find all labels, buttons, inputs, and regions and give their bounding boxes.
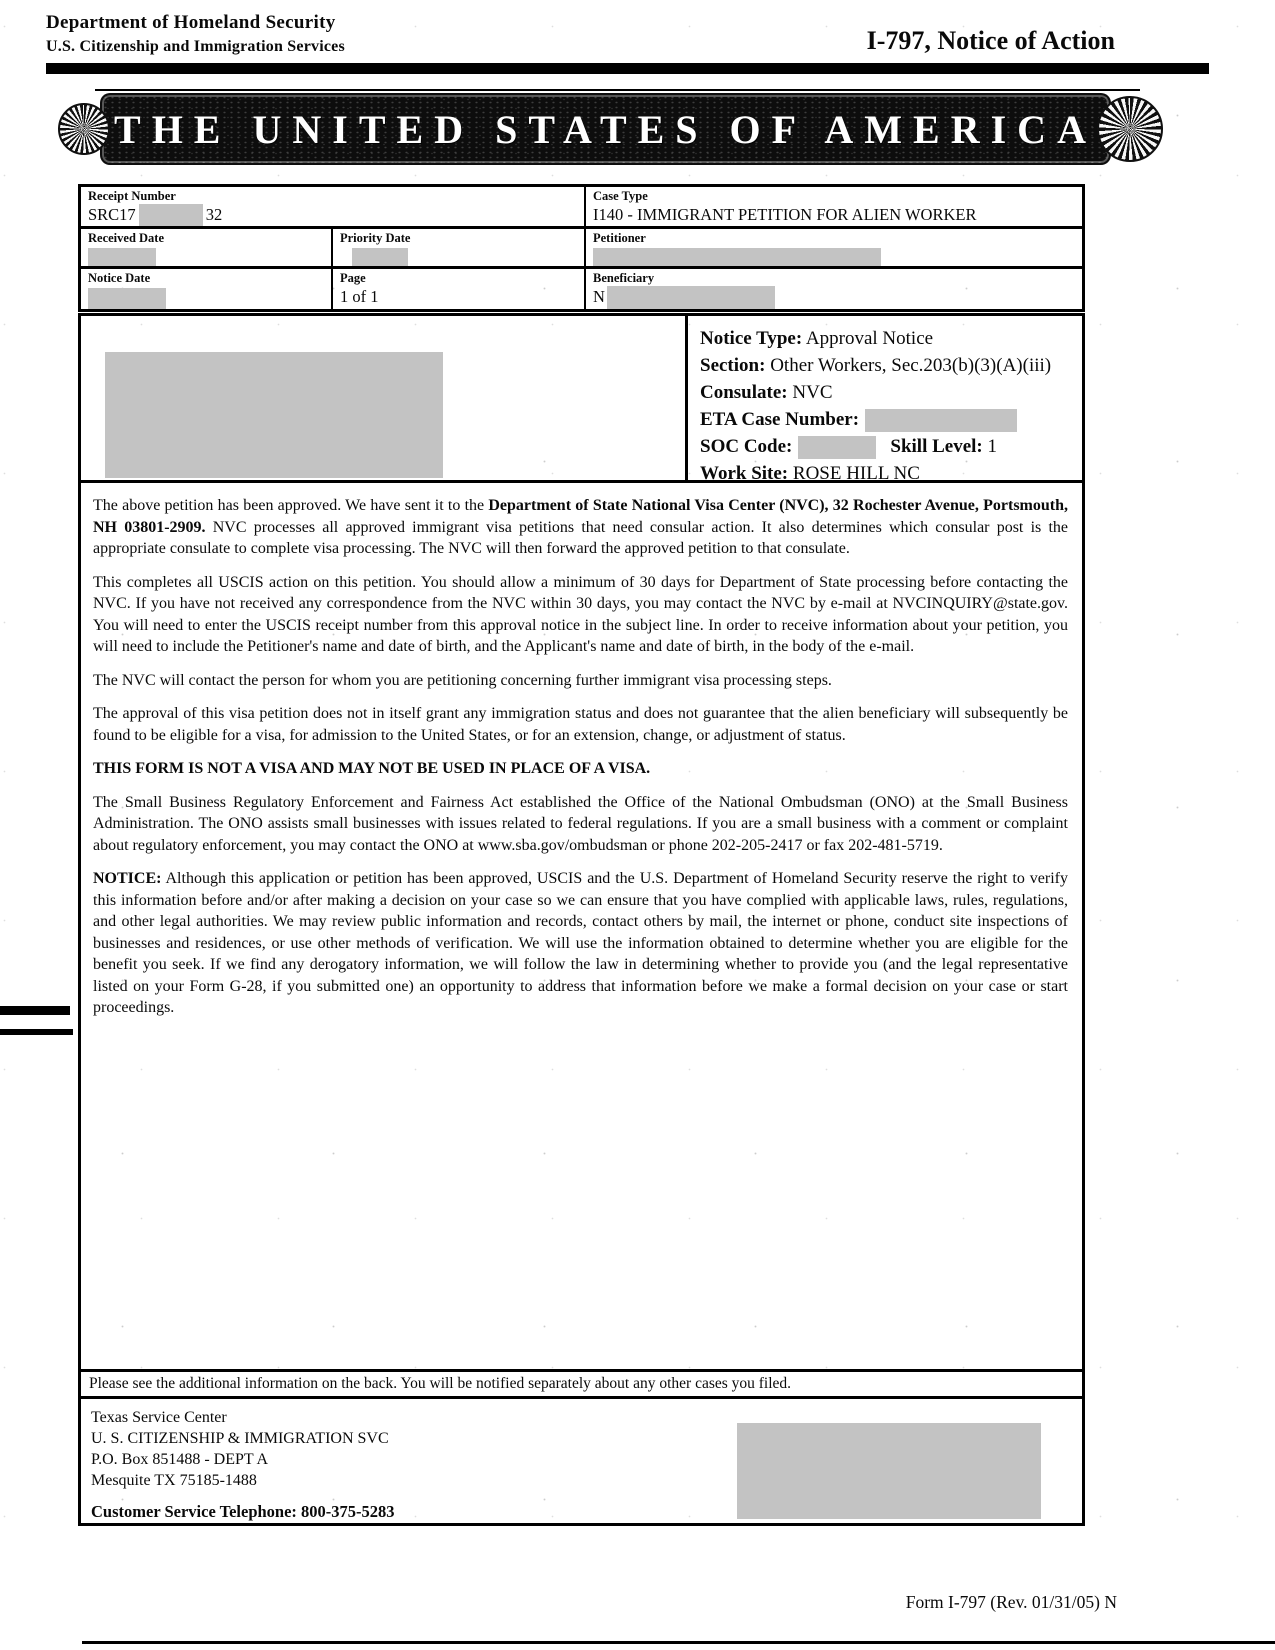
- section-label: Section:: [700, 355, 766, 376]
- paragraph-uscis-action: This completes all USCIS action on this petition. You should allow a minimum of 30 days for Department of State processing before contacting the NVC. If you have not received any correspondence from the NVC within 30 days, you may contact the NVC by e-mail at NVCINQUIRY@state.gov. You will need to enter the USCIS receipt number from this approval notice in the subject line. In order to receive information about your petition, you will need to include the Petitioner's name and date of birth, and the Applicant's name and date of birth, in the body of the e-mail.: [93, 573, 1068, 655]
- table-row: [81, 269, 1082, 309]
- case-type-value: I140 - IMMIGRANT PETITION FOR ALIEN WORKER: [593, 205, 977, 224]
- work-site-line: [700, 460, 1082, 480]
- notice-date-cell: [81, 269, 333, 309]
- petitioner-label: Petitioner: [593, 231, 646, 245]
- scan-registration-mark: [0, 1029, 73, 1035]
- paragraph-text: The above petition has been approved. We have sent it to the: [93, 497, 489, 514]
- eta-case-number-label: ETA Case Number:: [700, 409, 860, 430]
- nvc-address-bold: Department of State National Visa Center (NVC), 32 Rochester Avenue, Portsmouth, NH 03801-2909.: [93, 497, 1069, 536]
- paragraph-approval: [93, 495, 1068, 560]
- service-center-footer: [78, 1396, 1085, 1526]
- receipt-number-prefix: SRC17: [88, 205, 136, 224]
- rosette-ornament-icon: [58, 103, 110, 155]
- notice-details: [685, 316, 1082, 480]
- mailing-address-area: [81, 316, 685, 480]
- service-center-name: Texas Service Center: [91, 1409, 227, 1426]
- page-label: Page: [340, 271, 366, 285]
- petitioner-cell: [586, 229, 1082, 266]
- soc-code-line: [700, 433, 1082, 460]
- beneficiary-label: Beneficiary: [593, 271, 655, 285]
- service-center-pobox: P.O. Box 851488 - DEPT A: [91, 1451, 269, 1468]
- banner-top-rule: [95, 89, 1140, 91]
- case-type-cell: [586, 187, 1082, 226]
- banner-bar: [102, 95, 1109, 163]
- receipt-number-label: Receipt Number: [88, 189, 176, 203]
- skill-level-label: Skill Level:: [890, 436, 983, 457]
- notice-summary-box: [78, 313, 1085, 483]
- paragraph-not-a-visa: [93, 758, 1068, 780]
- work-site-value: ROSE HILL NC: [792, 463, 920, 480]
- agency-header: [46, 12, 345, 56]
- notice-bold-label: NOTICE:: [93, 870, 162, 887]
- notice-date-label: Notice Date: [88, 271, 151, 285]
- redacted-received-date: [88, 248, 156, 266]
- soc-code-label: SOC Code:: [700, 436, 793, 457]
- section-line: [700, 352, 1082, 379]
- additional-info-strip: [78, 1369, 1085, 1399]
- paragraph-text: Although this application or petition has been approved, USCIS and the U.S. Department of Homeland Security reserve the right to verify this information before and/or after making a decision on your case so we can ensure that you have complied with applicable laws, rules, regulations, and other legal authorities. We may review public information and records, contact others by mail, the internet or phone, conduct site inspections of businesses and residences, or use other methods of verification. We will use the information obtained to determine whether you are eligible for the benefit you seek. If we find any derogatory information, we will follow the law in determining whether to provide you (and the legal representative listed on your Form G-28, if you submitted one) an opportunity to address that information before we make a formal decision on your case or start proceedings.: [93, 870, 1068, 1016]
- receipt-number-value: [88, 205, 222, 224]
- redacted-receipt-number: [139, 204, 203, 226]
- beneficiary-cell: [586, 269, 1082, 309]
- form-title: I-797, Notice of Action: [866, 26, 1115, 55]
- redacted-eta-case-number: [865, 409, 1017, 432]
- scan-registration-mark: [0, 1006, 70, 1015]
- work-site-label: Work Site:: [700, 463, 789, 480]
- receipt-number-suffix: 32: [205, 205, 223, 224]
- notice-type-label: Notice Type:: [700, 328, 803, 349]
- redacted-notice-date: [88, 288, 166, 309]
- banner-text: THE UNITED STATES OF AMERICA: [114, 106, 1097, 152]
- consulate-line: [700, 379, 1082, 406]
- redacted-mailing-address: [105, 352, 443, 478]
- receipt-number-cell: [81, 187, 586, 226]
- redacted-petitioner: [593, 248, 881, 266]
- header-rule: [46, 63, 1209, 74]
- page-value: 1 of 1: [340, 287, 379, 306]
- eta-case-number-line: [700, 406, 1082, 433]
- case-type-label: Case Type: [593, 189, 648, 203]
- table-row: [81, 187, 1082, 229]
- paragraph-notice: [93, 868, 1068, 1019]
- priority-date-cell: [333, 229, 586, 266]
- paragraph-ombudsman: The Small Business Regulatory Enforcement and Fairness Act established the Office of the National Ombudsman (ONO) at the Small Business Administration. The ONO assists small businesses with issues related to federal regulations. If you are a small business with a comment or complaint about regulatory enforcement, you may contact the ONO at www.sba.gov/ombudsman or phone 202-205-2417 or fax 202-481-5719.: [93, 793, 1068, 854]
- notice-type-value: Approval Notice: [805, 328, 934, 349]
- bottom-rule: [82, 1641, 1275, 1644]
- redacted-priority-date: [352, 248, 408, 266]
- consulate-value: NVC: [792, 382, 833, 403]
- table-row: [81, 229, 1082, 269]
- case-data-table: [78, 184, 1085, 312]
- additional-info-text: Please see the additional information on the back. You will be notified separately about any other cases you filed.: [89, 1375, 792, 1392]
- priority-date-label: Priority Date: [340, 231, 411, 245]
- page-cell: [333, 269, 586, 309]
- service-center-city: Mesquite TX 75185-1488: [91, 1472, 257, 1489]
- united-states-banner: [58, 92, 1163, 166]
- beneficiary-prefix: N: [593, 287, 605, 306]
- notice-type-line: [700, 325, 1082, 352]
- redacted-beneficiary: [607, 286, 775, 309]
- received-date-cell: [81, 229, 333, 266]
- paragraph-no-status: The approval of this visa petition does not in itself grant any immigration status and does not guarantee that the alien beneficiary will subsequently be found to be eligible for a visa, for admission to the United States, or for an extension, change, or adjustment of status.: [93, 705, 1068, 744]
- redacted-barcode-area: [737, 1423, 1041, 1519]
- redacted-soc-code: [798, 436, 876, 459]
- notice-body: [78, 480, 1085, 1372]
- customer-service-phone: Customer Service Telephone: 800-375-5283: [91, 1502, 395, 1521]
- agency-name-line2: U.S. Citizenship and Immigration Services: [46, 38, 345, 55]
- section-value: Other Workers, Sec.203(b)(3)(A)(iii): [770, 355, 1052, 376]
- rosette-ornament-icon: [1097, 96, 1163, 162]
- skill-level-value: 1: [987, 436, 997, 457]
- form-revision-footer: Form I-797 (Rev. 01/31/05) N: [905, 1592, 1117, 1612]
- received-date-label: Received Date: [88, 231, 165, 245]
- consulate-label: Consulate:: [700, 382, 788, 403]
- paragraph-text: NVC processes all approved immigrant visa petitions that need consular action. It also determines which consular post is the appropriate consulate to complete visa processing. The NVC will then forward the approved petition to that consulate.: [93, 518, 1069, 557]
- paragraph-nvc-contact: The NVC will contact the person for whom you are petitioning concerning further immigrant visa processing steps.: [93, 671, 832, 689]
- beneficiary-value: [593, 287, 775, 306]
- not-a-visa-bold: THIS FORM IS NOT A VISA AND MAY NOT BE USED IN PLACE OF A VISA.: [93, 760, 651, 777]
- agency-name-line1: Department of Homeland Security: [46, 12, 336, 33]
- service-center-org: U. S. CITIZENSHIP & IMMIGRATION SVC: [91, 1430, 389, 1447]
